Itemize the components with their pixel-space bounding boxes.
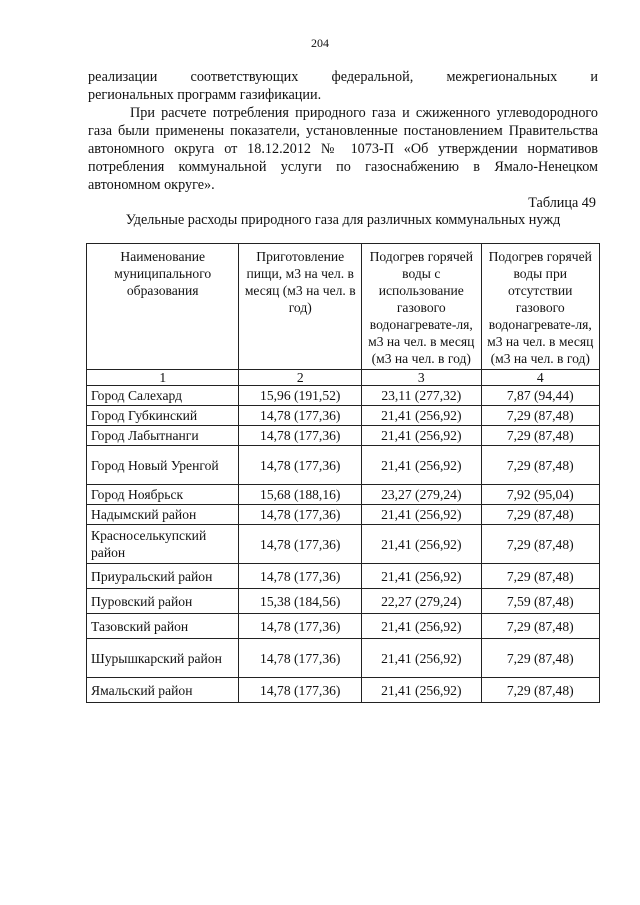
page-number: 204: [311, 36, 329, 50]
row-no-heater-value: 7,87 (94,44): [481, 386, 599, 406]
row-cooking-value: 14,78 (177,36): [239, 564, 362, 589]
row-cooking-value: 14,78 (177,36): [239, 525, 362, 564]
row-cooking-value: 14,78 (177,36): [239, 614, 362, 639]
row-no-heater-value: 7,29 (87,48): [481, 446, 599, 485]
row-heater-value: 21,41 (256,92): [362, 505, 481, 525]
row-heater-value: 22,27 (279,24): [362, 589, 481, 614]
row-name: Город Ноябрьск: [87, 485, 239, 505]
row-name: Шурышкарский район: [87, 639, 239, 678]
row-heater-value: 21,41 (256,92): [362, 678, 481, 703]
table-caption: Таблица 49: [528, 195, 596, 211]
row-cooking-value: 14,78 (177,36): [239, 426, 362, 446]
row-no-heater-value: 7,29 (87,48): [481, 406, 599, 426]
row-name: Город Губкинский: [87, 406, 239, 426]
header-cooking: Приготовление пищи, м3 на чел. в месяц (м3 на чел. в год): [239, 244, 362, 370]
row-heater-value: 21,41 (256,92): [362, 614, 481, 639]
gas-consumption-table: [86, 243, 600, 703]
row-cooking-value: 15,38 (184,56): [239, 589, 362, 614]
row-heater-value: 21,41 (256,92): [362, 564, 481, 589]
paragraph-2-text: При расчете потребления природного газа и сжиженного углеводородного газа были применены показатели, установленные постановлением Правительства автономного округа от 18.12.2012 № 1073-П «Об утверждении нормативов потребления коммунальной услуги по газоснабжению в Ямало-Ненецком автономном округе».: [88, 105, 598, 193]
column-number: 4: [481, 370, 599, 386]
column-number-row: [87, 370, 600, 386]
row-name: Город Лабытнанги: [87, 426, 239, 446]
column-number: 3: [362, 370, 481, 386]
row-heater-value: 21,41 (256,92): [362, 639, 481, 678]
row-no-heater-value: 7,29 (87,48): [481, 525, 599, 564]
row-no-heater-value: 7,29 (87,48): [481, 639, 599, 678]
row-cooking-value: 14,78 (177,36): [239, 406, 362, 426]
row-no-heater-value: 7,29 (87,48): [481, 426, 599, 446]
paragraph-1-line-1: реализации соответствующих федеральной, межрегиональных и: [88, 69, 598, 85]
paragraph-2: [88, 104, 598, 194]
row-heater-value: 23,11 (277,32): [362, 386, 481, 406]
table-row: [87, 406, 600, 426]
table-row: [87, 614, 600, 639]
row-heater-value: 23,27 (279,24): [362, 485, 481, 505]
row-name: Пуровский район: [87, 589, 239, 614]
table-row: [87, 639, 600, 678]
table-row: [87, 426, 600, 446]
row-cooking-value: 14,78 (177,36): [239, 678, 362, 703]
table-row: [87, 485, 600, 505]
table-row: [87, 525, 600, 564]
row-no-heater-value: 7,59 (87,48): [481, 589, 599, 614]
row-no-heater-value: 7,92 (95,04): [481, 485, 599, 505]
row-no-heater-value: 7,29 (87,48): [481, 564, 599, 589]
row-cooking-value: 14,78 (177,36): [239, 639, 362, 678]
row-name: Красноселькупский район: [87, 525, 239, 564]
table-row: [87, 564, 600, 589]
row-no-heater-value: 7,29 (87,48): [481, 678, 599, 703]
row-name: Надымский район: [87, 505, 239, 525]
column-number: 2: [239, 370, 362, 386]
row-name: Город Новый Уренгой: [87, 446, 239, 485]
header-water-heating-without-heater: Подогрев горячей воды при отсутствии газового водонагревате-ля, м3 на чел. в месяц (м3 на чел. в год): [481, 244, 599, 370]
paragraph-1-line-2: региональных программ газификации.: [88, 87, 322, 103]
table-row: [87, 589, 600, 614]
row-cooking-value: 14,78 (177,36): [239, 505, 362, 525]
row-heater-value: 21,41 (256,92): [362, 446, 481, 485]
header-water-heating-with-heater: Подогрев горячей воды с использование газового водонагревате-ля, м3 на чел. в месяц (м3 на чел. в год): [362, 244, 481, 370]
table-title: Удельные расходы природного газа для различных коммунальных нужд: [125, 212, 561, 228]
row-heater-value: 21,41 (256,92): [362, 426, 481, 446]
row-name: Приуральский район: [87, 564, 239, 589]
row-no-heater-value: 7,29 (87,48): [481, 614, 599, 639]
row-heater-value: 21,41 (256,92): [362, 406, 481, 426]
table-row: [87, 505, 600, 525]
table-row: [87, 386, 600, 406]
column-number: 1: [87, 370, 239, 386]
row-name: Город Салехард: [87, 386, 239, 406]
row-no-heater-value: 7,29 (87,48): [481, 505, 599, 525]
table-row: [87, 678, 600, 703]
table-header-row: [87, 244, 600, 370]
row-cooking-value: 15,68 (188,16): [239, 485, 362, 505]
row-cooking-value: 15,96 (191,52): [239, 386, 362, 406]
row-name: Ямальский район: [87, 678, 239, 703]
table-row: [87, 446, 600, 485]
row-heater-value: 21,41 (256,92): [362, 525, 481, 564]
row-name: Тазовский район: [87, 614, 239, 639]
paragraph-1: [88, 68, 598, 104]
header-municipality: Наименование муниципального образования: [87, 244, 239, 370]
row-cooking-value: 14,78 (177,36): [239, 446, 362, 485]
